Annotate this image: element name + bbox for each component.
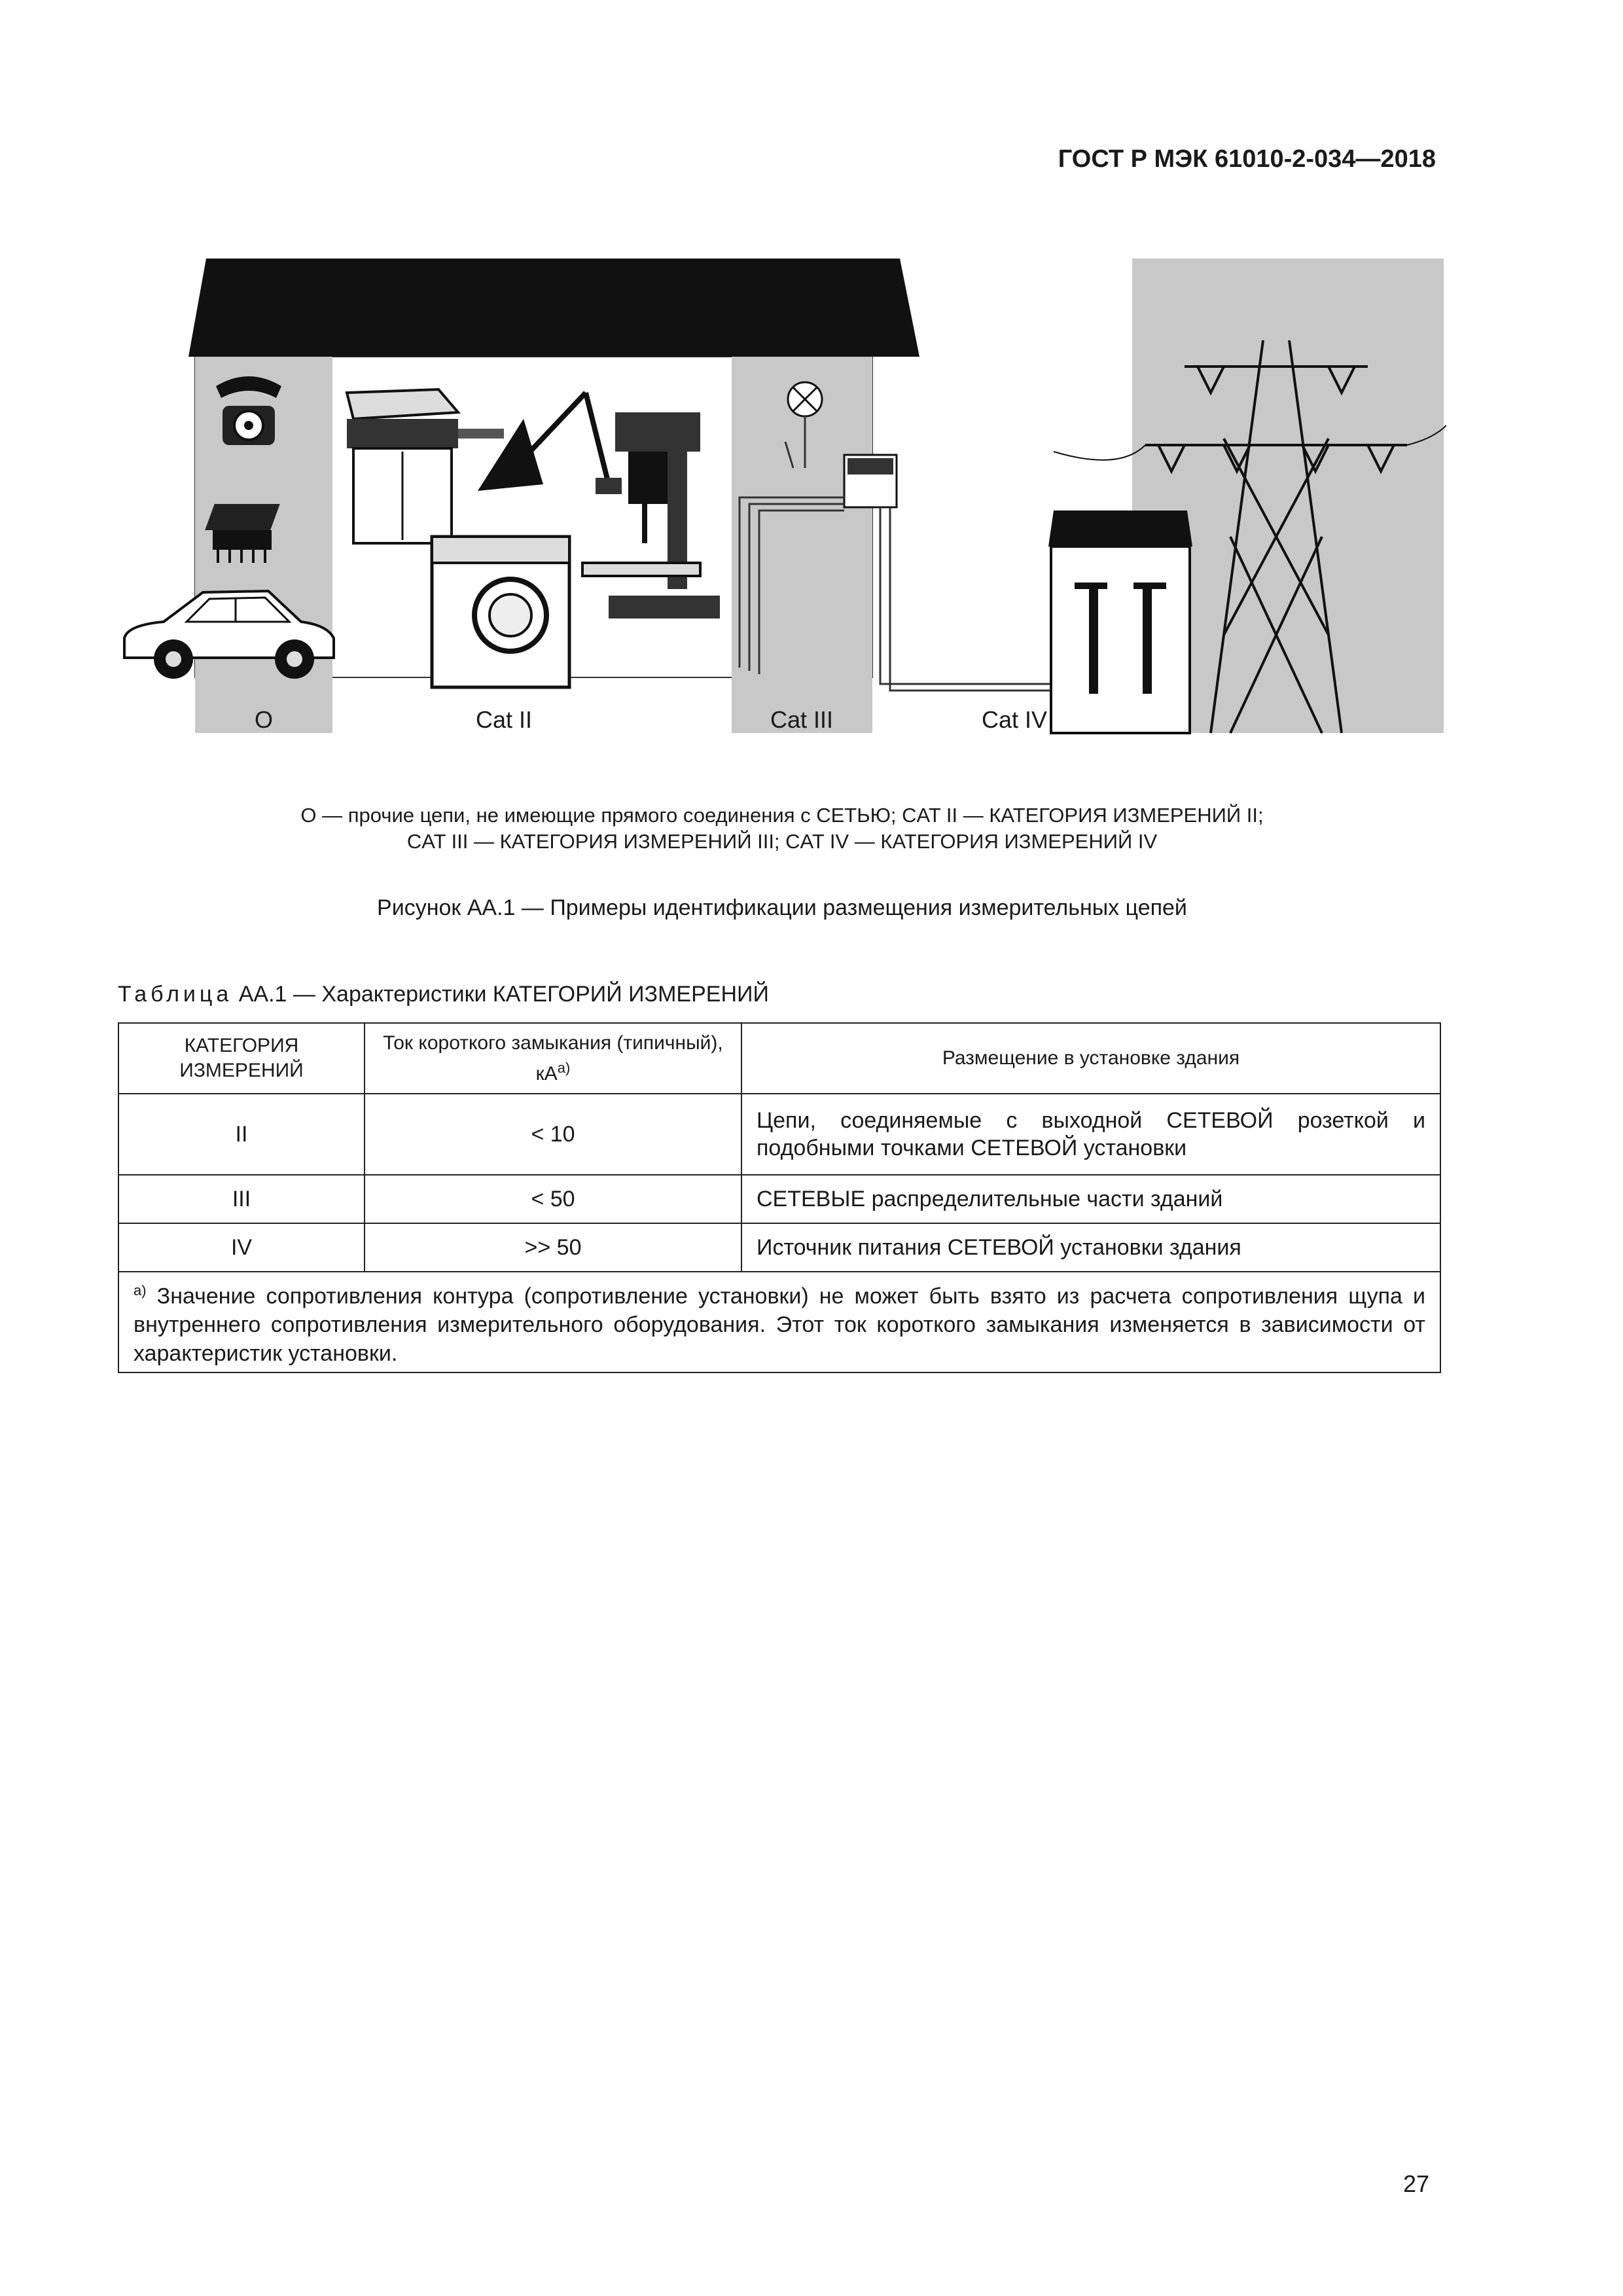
telephone-icon [216, 376, 281, 445]
figure-caption: Рисунок АА.1 — Примеры идентификации размещения измерительных цепей [377, 895, 1187, 920]
header-category: КАТЕГОРИЯ ИЗМЕРЕНИЙ [118, 1023, 365, 1094]
cell-current: >> 50 [365, 1223, 741, 1272]
legend-line-2: CAT III — КАТЕГОРИЯ ИЗМЕРЕНИЙ III; CAT IV — КАТЕГОРИЯ ИЗМЕРЕНИЙ IV [406, 830, 1158, 853]
table-header-row [118, 1023, 1440, 1094]
header-current-label: Ток короткого замыкания (типичный), кА [383, 1031, 723, 1085]
cell-category: IV [118, 1223, 365, 1272]
header-current [365, 1023, 741, 1094]
figure-legend [196, 802, 1368, 855]
table-title-rest: АА.1 — Характеристики КАТЕГОРИЙ ИЗМЕРЕНИЙ [232, 982, 769, 1007]
table-title-prefix: Таблица [118, 982, 233, 1007]
cell-location: СЕТЕВЫЕ распределительные части зданий [741, 1175, 1440, 1223]
document-header: ГОСТ Р МЭК 61010-2-034—2018 [1058, 145, 1436, 173]
table-row [118, 1175, 1440, 1223]
table-note-row [118, 1272, 1440, 1372]
zone-label-cat-ii: Cat II [475, 706, 533, 733]
table-title [118, 982, 769, 1007]
footnote-marker: a) [134, 1282, 147, 1299]
table-row [118, 1094, 1440, 1175]
cell-location: Цепи, соединяемые с выходной СЕТЕВОЙ розеткой и подобными точками СЕТЕВОЙ установки [741, 1094, 1440, 1175]
zone-label-o: O [254, 706, 274, 733]
roof [188, 259, 919, 357]
transformer-icon [1048, 511, 1192, 733]
header-current-sup: a) [557, 1059, 571, 1076]
footnote-text: Значение сопротивления контура (сопротивление установки) не может быть взято из расчета сопротивления щупа и внутреннего сопротивления измерительного оборудования. Этот ток короткого замыкания изменяется в зависимости от характеристик установки. [134, 1283, 1425, 1367]
cell-category: II [118, 1094, 365, 1175]
cell-current: < 50 [365, 1175, 741, 1223]
legend-line-1: О — прочие цепи, не имеющие прямого соединения с СЕТЬЮ; CAT II — КАТЕГОРИЯ ИЗМЕРЕНИЙ II; [300, 804, 1264, 827]
table-footnote [118, 1272, 1440, 1372]
cell-category: III [118, 1175, 365, 1223]
measurement-categories-table [118, 1022, 1441, 1373]
header-location: Размещение в установке здания [741, 1023, 1440, 1094]
washing-machine-icon [432, 537, 569, 687]
page-number: 27 [1403, 2170, 1430, 2197]
cell-current: < 10 [365, 1094, 741, 1175]
zone-label-cat-iv: Cat IV [981, 706, 1048, 733]
table-row [118, 1223, 1440, 1272]
zone-label-cat-iii: Cat III [770, 706, 834, 733]
cell-location: Источник питания СЕТЕВОЙ установки здания [741, 1223, 1440, 1272]
measurement-categories-figure [111, 249, 1446, 746]
distribution-board-icon [844, 455, 897, 507]
